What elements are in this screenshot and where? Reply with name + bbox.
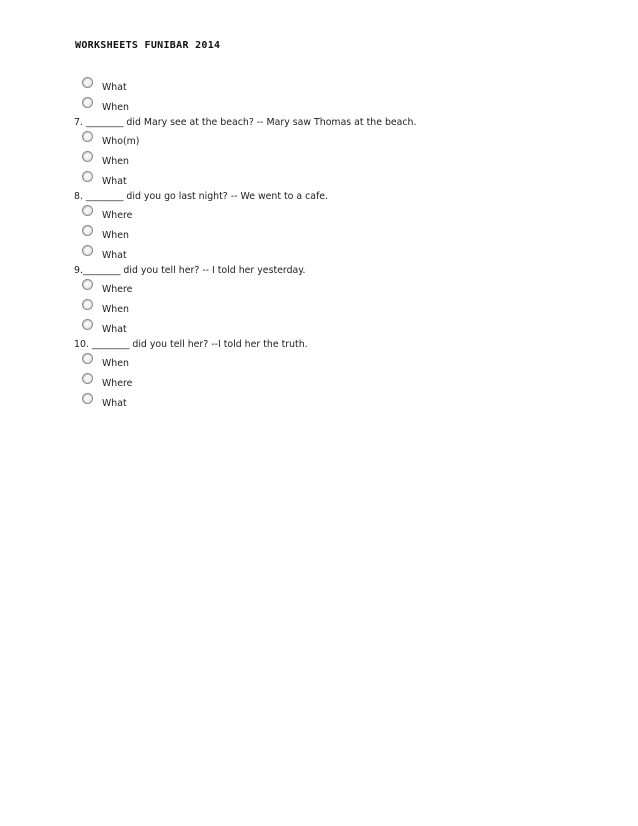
option-label: What	[102, 82, 127, 93]
option-label: Who(m)	[102, 136, 140, 147]
radio-button-icon[interactable]	[82, 393, 93, 404]
option-label: When	[102, 156, 129, 167]
option-label: Where	[102, 378, 133, 389]
quiz-content	[74, 76, 574, 412]
option-where[interactable]	[74, 372, 574, 392]
radio-button-icon[interactable]	[82, 299, 93, 310]
option-where[interactable]	[74, 204, 574, 224]
option-label: Where	[102, 284, 133, 295]
option-label: When	[102, 102, 129, 113]
radio-button-icon[interactable]	[82, 97, 93, 108]
option-label: What	[102, 398, 127, 409]
question-text: 7. ________ did Mary see at the beach? -- Mary saw Thomas at the beach.	[74, 117, 417, 128]
radio-button-icon[interactable]	[82, 245, 93, 256]
question-9	[74, 264, 574, 338]
question-7	[74, 116, 574, 190]
option-what[interactable]	[74, 392, 574, 412]
radio-button-icon[interactable]	[82, 353, 93, 364]
option-label: When	[102, 304, 129, 315]
option-when[interactable]	[74, 224, 574, 244]
option-label: What	[102, 176, 127, 187]
option-whom[interactable]	[74, 130, 574, 150]
radio-button-icon[interactable]	[82, 373, 93, 384]
radio-button-icon[interactable]	[82, 77, 93, 88]
radio-button-icon[interactable]	[82, 279, 93, 290]
option-when[interactable]	[74, 352, 574, 372]
radio-button-icon[interactable]	[82, 319, 93, 330]
question-10	[74, 338, 574, 412]
question-text: 9.________ did you tell her? -- I told her yesterday.	[74, 265, 306, 276]
option-what[interactable]	[74, 76, 574, 96]
option-label: When	[102, 230, 129, 241]
option-where[interactable]	[74, 278, 574, 298]
option-what[interactable]	[74, 318, 574, 338]
option-label: When	[102, 358, 129, 369]
option-label: What	[102, 250, 127, 261]
question-text: 10. ________ did you tell her? --I told her the truth.	[74, 339, 308, 350]
option-when[interactable]	[74, 298, 574, 318]
radio-button-icon[interactable]	[82, 171, 93, 182]
option-when[interactable]	[74, 150, 574, 170]
radio-button-icon[interactable]	[82, 131, 93, 142]
radio-button-icon[interactable]	[82, 225, 93, 236]
worksheet-title: WORKSHEETS FUNIBAR 2014	[75, 40, 221, 51]
option-label: Where	[102, 210, 133, 221]
radio-button-icon[interactable]	[82, 151, 93, 162]
option-when[interactable]	[74, 96, 574, 116]
radio-button-icon[interactable]	[82, 205, 93, 216]
option-label: What	[102, 324, 127, 335]
question-8	[74, 190, 574, 264]
option-what[interactable]	[74, 244, 574, 264]
option-what[interactable]	[74, 170, 574, 190]
question-text: 8. ________ did you go last night? -- We went to a cafe.	[74, 191, 329, 202]
question-6-fragment	[74, 76, 574, 116]
